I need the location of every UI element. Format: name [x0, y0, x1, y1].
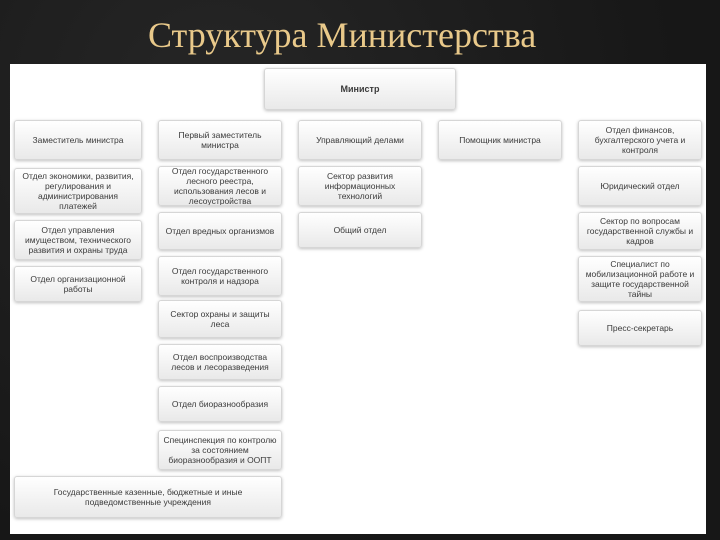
mobilization-specialist-box: Специалист по мобилизационной работе и защите государственной тайны	[578, 256, 702, 302]
chief-of-staff-box: Управляющий делами	[298, 120, 422, 160]
biodiversity-department-box: Отдел биоразнообразия	[158, 386, 282, 422]
economics-department-box: Отдел экономики, развития, регулирования и администрирования платежей	[14, 168, 142, 214]
minister-assistant-box: Помощник министра	[438, 120, 562, 160]
press-secretary-box: Пресс-секретарь	[578, 310, 702, 346]
legal-department-box: Юридический отдел	[578, 166, 702, 206]
general-department-box: Общий отдел	[298, 212, 422, 248]
minister-box: Министр	[264, 68, 456, 110]
it-development-sector-box: Сектор развития информационных технологий	[298, 166, 422, 206]
state-control-department-box: Отдел государственного контроля и надзора	[158, 256, 282, 296]
civil-service-sector-box: Сектор по вопросам государственной службы и кадров	[578, 212, 702, 250]
property-management-department-box: Отдел управления имуществом, технического развития и охраны труда	[14, 220, 142, 260]
special-inspection-box: Специнспекция по контролю за состоянием биоразнообразия и ООПТ	[158, 430, 282, 470]
reforestation-department-box: Отдел воспроизводства лесов и лесоразведения	[158, 344, 282, 380]
deputy-minister-box: Заместитель министра	[14, 120, 142, 160]
first-deputy-minister-box: Первый заместитель министра	[158, 120, 282, 160]
organizational-department-box: Отдел организационной работы	[14, 266, 142, 302]
forest-registry-department-box: Отдел государственного лесного реестра, использования лесов и лесоустройства	[158, 166, 282, 206]
slide-title: Структура Министерства	[148, 15, 537, 55]
finance-department-box: Отдел финансов, бухгалтерского учета и контроля	[578, 120, 702, 160]
subordinate-institutions-box: Государственные казенные, бюджетные и иные подведомственные учреждения	[14, 476, 282, 518]
forest-protection-sector-box: Сектор охраны и защиты леса	[158, 300, 282, 338]
harmful-organisms-department-box: Отдел вредных организмов	[158, 212, 282, 250]
org-chart-panel	[10, 64, 706, 534]
